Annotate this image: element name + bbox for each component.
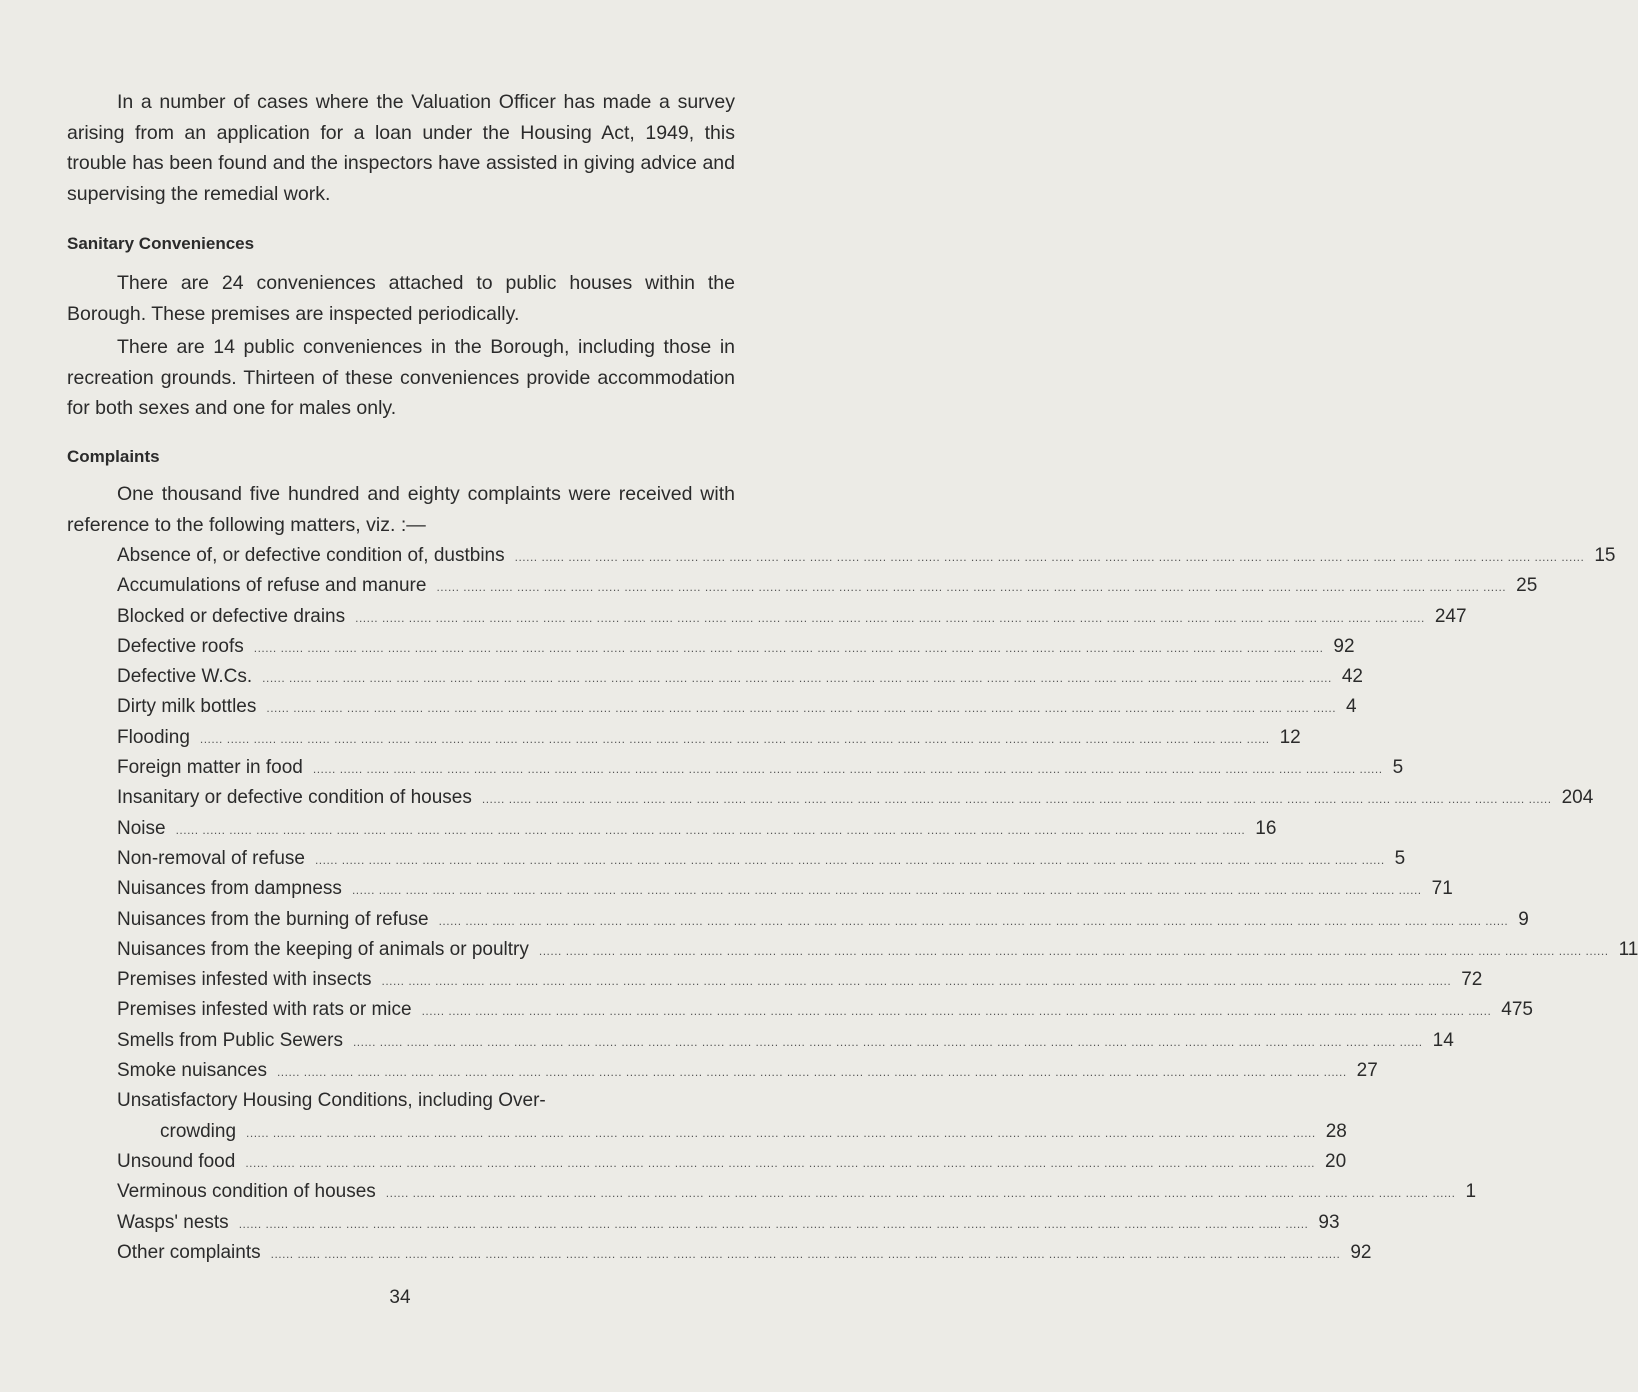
sanitary-heading: Sanitary Conveniences: [67, 234, 255, 253]
leader-dots: ...... ...... ...... ...... ...... ...... ...... ...... ...... ...... ...... ...... ...... ...... ...... ...... ...... ...... ...... ...... ...... ...... ...... ...... ...... ...... ...... ...... ...... ...... ...... ...... ...... ...... ...... ...... ...... ...... ...... ......: [175, 822, 1246, 837]
complaint-label: Nuisances from dampness: [117, 878, 342, 900]
complaint-row: [117, 692, 1357, 722]
complaint-count: 14: [1432, 1029, 1454, 1051]
complaint-count: 475: [1501, 999, 1533, 1021]
complaint-label: Dirty milk bottles: [117, 696, 257, 718]
sanitary-paragraph-1: There are 24 conveniences attached to public houses within the Borough. These premises are inspected periodically.: [67, 272, 735, 325]
complaint-row: [117, 995, 1533, 1025]
complaint-label: Premises infested with rats or mice: [117, 999, 412, 1021]
leader-dots: ...... ...... ...... ...... ...... ...... ...... ...... ...... ...... ...... ...... ...... ...... ...... ...... ...... ...... ...... ...... ...... ...... ...... ...... ...... ...... ...... ...... ...... ...... ...... ...... ...... ...... ...... ...... ...... ...... ...... ......: [355, 610, 1425, 625]
complaint-row: [117, 814, 1277, 844]
complaint-label: Verminous condition of houses: [117, 1181, 376, 1203]
leader-dots: ...... ...... ...... ...... ...... ...... ...... ...... ...... ...... ...... ...... ...... ...... ...... ...... ...... ...... ...... ...... ...... ...... ...... ...... ...... ...... ...... ...... ...... ...... ...... ...... ...... ...... ...... ...... ...... ...... ...... ......: [538, 943, 1609, 958]
complaint-row: [117, 1056, 1378, 1086]
complaint-row: [117, 783, 1594, 813]
complaint-row: [117, 541, 1616, 571]
complaints-heading: Complaints: [67, 447, 160, 466]
leader-dots: ...... ...... ...... ...... ...... ...... ...... ...... ...... ...... ...... ...... ...... ...... ...... ...... ...... ...... ...... ...... ...... ...... ...... ...... ...... ...... ...... ...... ...... ...... ...... ...... ...... ...... ...... ...... ...... ...... ...... ......: [312, 762, 1383, 777]
complaints-list: [117, 541, 1638, 1268]
complaint-count: 27: [1356, 1060, 1378, 1082]
complaint-count: 15: [1594, 545, 1616, 566]
leader-dots: ...... ...... ...... ...... ...... ...... ...... ...... ...... ...... ...... ...... ...... ...... ...... ...... ...... ...... ...... ...... ...... ...... ...... ...... ...... ...... ...... ...... ...... ...... ...... ...... ...... ...... ...... ...... ...... ...... ...... ......: [514, 550, 1585, 564]
leader-dots: ...... ...... ...... ...... ...... ...... ...... ...... ...... ...... ...... ...... ...... ...... ...... ...... ...... ...... ...... ...... ...... ...... ...... ...... ...... ...... ...... ...... ...... ...... ...... ...... ...... ...... ...... ...... ...... ...... ...... ......: [436, 580, 1507, 595]
leader-dots: ...... ...... ...... ...... ...... ...... ...... ...... ...... ...... ...... ...... ...... ...... ...... ...... ...... ...... ...... ...... ...... ...... ...... ...... ...... ...... ...... ...... ...... ...... ...... ...... ...... ...... ...... ...... ...... ...... ...... ......: [266, 701, 1337, 716]
complaint-count: 25: [1516, 575, 1538, 597]
complaint-row: [117, 965, 1483, 995]
complaint-label: Nuisances from the burning of refuse: [117, 908, 429, 930]
leader-dots: ...... ...... ...... ...... ...... ...... ...... ...... ...... ...... ...... ...... ...... ...... ...... ...... ...... ...... ...... ...... ...... ...... ...... ...... ...... ...... ...... ...... ...... ...... ...... ...... ...... ...... ...... ...... ...... ...... ...... ......: [253, 640, 1324, 655]
leader-dots: ...... ...... ...... ...... ...... ...... ...... ...... ...... ...... ...... ...... ...... ...... ...... ...... ...... ...... ...... ...... ...... ...... ...... ...... ...... ...... ...... ...... ...... ...... ...... ...... ...... ...... ...... ...... ...... ...... ...... ......: [351, 883, 1422, 898]
complaint-count: 12: [1279, 726, 1301, 748]
complaint-row: [117, 602, 1467, 632]
complaint-row: [117, 1238, 1372, 1268]
leader-dots: ...... ...... ...... ...... ...... ...... ...... ...... ...... ...... ...... ...... ...... ...... ...... ...... ...... ...... ...... ...... ...... ...... ...... ...... ...... ...... ...... ...... ...... ...... ...... ...... ...... ...... ...... ...... ...... ...... ...... ......: [270, 1246, 1341, 1261]
complaint-row: [117, 1026, 1454, 1056]
complaint-label: Unsound food: [117, 1150, 236, 1172]
complaint-label: Foreign matter in food: [117, 757, 303, 779]
complaint-label: Non-removal of refuse: [117, 847, 305, 869]
complaint-label: Absence of, or defective condition of, dustbins: [117, 545, 505, 566]
complaint-count: 247: [1434, 605, 1467, 627]
leader-dots: ...... ...... ...... ...... ...... ...... ...... ...... ...... ...... ...... ...... ...... ...... ...... ...... ...... ...... ...... ...... ...... ...... ...... ...... ...... ...... ...... ...... ...... ...... ...... ...... ...... ...... ...... ...... ...... ...... ...... ......: [481, 792, 1552, 807]
complaint-row: [117, 723, 1301, 753]
complaints-intro: One thousand five hundred and eighty complaints were received with reference to the following matters, viz. :—: [67, 483, 735, 536]
complaint-row: [117, 874, 1453, 904]
leader-dots: ...... ...... ...... ...... ...... ...... ...... ...... ...... ...... ...... ...... ...... ...... ...... ...... ...... ...... ...... ...... ...... ...... ...... ...... ...... ...... ...... ...... ...... ...... ...... ...... ...... ...... ...... ...... ...... ...... ...... ......: [438, 913, 1509, 928]
leader-dots: ...... ...... ...... ...... ...... ...... ...... ...... ...... ...... ...... ...... ...... ...... ...... ...... ...... ...... ...... ...... ...... ...... ...... ...... ...... ...... ...... ...... ...... ...... ...... ...... ...... ...... ...... ...... ...... ...... ...... ......: [262, 671, 1332, 686]
complaint-count: 4: [1346, 696, 1357, 718]
complaint-count: 20: [1325, 1150, 1347, 1172]
complaint-count: 5: [1394, 847, 1406, 869]
leader-dots: ...... ...... ...... ...... ...... ...... ...... ...... ...... ...... ...... ...... ...... ...... ...... ...... ...... ...... ...... ...... ...... ...... ...... ...... ...... ...... ...... ...... ...... ...... ...... ...... ...... ...... ...... ...... ...... ...... ...... ......: [314, 852, 1385, 867]
complaint-label: Smells from Public Sewers: [117, 1029, 343, 1051]
complaint-count: 93: [1318, 1211, 1340, 1233]
complaint-label: Defective W.Cs.: [117, 666, 253, 688]
complaint-row: [117, 1177, 1477, 1207]
sanitary-paragraph-2: There are 14 public conveniences in the Borough, including those in recreation grounds. Thirteen of these conveniences provide accommodation for both sexes and one for males only.: [67, 336, 735, 419]
complaint-label: Premises infested with insects: [117, 969, 372, 991]
complaint-count: 92: [1333, 635, 1355, 657]
leader-dots: ...... ...... ...... ...... ...... ...... ...... ...... ...... ...... ...... ...... ...... ...... ...... ...... ...... ...... ...... ...... ...... ...... ...... ...... ...... ...... ...... ...... ...... ...... ...... ...... ...... ...... ...... ...... ...... ...... ...... ......: [352, 1034, 1423, 1049]
complaint-label: Wasps' nests: [117, 1211, 229, 1233]
complaint-label: Nuisances from the keeping of animals or poultry: [117, 938, 529, 960]
complaint-row: [117, 935, 1638, 965]
complaint-count: 42: [1341, 666, 1363, 688]
complaint-label: Defective roofs: [117, 635, 244, 657]
leader-dots: ...... ...... ...... ...... ...... ...... ...... ...... ...... ...... ...... ...... ...... ...... ...... ...... ...... ...... ...... ...... ...... ...... ...... ...... ...... ...... ...... ...... ...... ...... ...... ...... ...... ...... ...... ...... ...... ...... ...... ......: [276, 1065, 1347, 1080]
complaint-label: Other complaints: [117, 1241, 261, 1263]
complaint-count: 72: [1461, 969, 1483, 991]
complaint-count: 9: [1518, 908, 1529, 930]
complaint-row: [117, 1147, 1347, 1177]
complaint-row: [117, 632, 1355, 662]
complaint-row: [117, 844, 1406, 874]
complaint-count: 92: [1350, 1241, 1372, 1263]
leader-dots: ...... ...... ...... ...... ...... ...... ...... ...... ...... ...... ...... ...... ...... ...... ...... ...... ...... ...... ...... ...... ...... ...... ...... ...... ...... ...... ...... ...... ...... ...... ...... ...... ...... ...... ...... ...... ...... ...... ...... ......: [421, 1004, 1492, 1019]
leader-dots: ...... ...... ...... ...... ...... ...... ...... ...... ...... ...... ...... ...... ...... ...... ...... ...... ...... ...... ...... ...... ...... ...... ...... ...... ...... ...... ...... ...... ...... ...... ...... ...... ...... ...... ...... ...... ...... ...... ...... ......: [381, 974, 1452, 989]
complaint-label: Smoke nuisances: [117, 1060, 267, 1082]
complaint-count: 204: [1561, 787, 1594, 809]
complaint-row: [117, 1208, 1340, 1238]
complaint-count: 1: [1465, 1181, 1477, 1203]
leader-dots: ...... ...... ...... ...... ...... ...... ...... ...... ...... ...... ...... ...... ...... ...... ...... ...... ...... ...... ...... ...... ...... ...... ...... ...... ...... ...... ...... ...... ...... ...... ...... ...... ...... ...... ...... ...... ...... ...... ...... ......: [199, 731, 1270, 746]
complaint-label: Unsatisfactory Housing Conditions, including Over-: [117, 1090, 546, 1112]
complaint-row: [117, 753, 1404, 783]
complaint-count: 16: [1255, 817, 1277, 839]
complaint-label-continued: crowding: [160, 1120, 237, 1142]
complaint-count: 11: [1618, 938, 1638, 960]
complaint-row: [117, 662, 1363, 692]
complaint-label: Insanitary or defective condition of houses: [117, 787, 472, 809]
complaint-row: [117, 571, 1538, 601]
complaint-row: [117, 905, 1529, 935]
complaint-count: 5: [1392, 757, 1404, 779]
complaint-label: Noise: [117, 817, 166, 839]
complaint-label: Flooding: [117, 726, 190, 748]
complaint-count: 71: [1431, 878, 1453, 900]
page-number: 34: [389, 1287, 411, 1308]
intro-paragraph: In a number of cases where the Valuation Officer has made a survey arising from an application for a loan under the Housing Act, 1949, this trouble has been found and the inspectors have assisted in giving advice and supervising the remedial work.: [67, 91, 735, 205]
leader-dots: ...... ...... ...... ...... ...... ...... ...... ...... ...... ...... ...... ...... ...... ...... ...... ...... ...... ...... ...... ...... ...... ...... ...... ...... ...... ...... ...... ...... ...... ...... ...... ...... ...... ...... ...... ...... ...... ...... ...... ......: [245, 1155, 1316, 1170]
leader-dots: ...... ...... ...... ...... ...... ...... ...... ...... ...... ...... ...... ...... ...... ...... ...... ...... ...... ...... ...... ...... ...... ...... ...... ...... ...... ...... ...... ...... ...... ...... ...... ...... ...... ...... ...... ...... ...... ...... ...... ......: [385, 1186, 1456, 1201]
leader-dots: ...... ...... ...... ...... ...... ...... ...... ...... ...... ...... ...... ...... ...... ...... ...... ...... ...... ...... ...... ...... ...... ...... ...... ...... ...... ...... ...... ...... ...... ...... ...... ...... ...... ...... ...... ...... ...... ...... ...... ......: [246, 1125, 1316, 1140]
complaint-count: 28: [1325, 1120, 1347, 1142]
complaint-row: [117, 1086, 1347, 1147]
complaint-label: Accumulations of refuse and manure: [117, 575, 427, 597]
leader-dots: ...... ...... ...... ...... ...... ...... ...... ...... ...... ...... ...... ...... ...... ...... ...... ...... ...... ...... ...... ...... ...... ...... ...... ...... ...... ...... ...... ...... ...... ...... ...... ...... ...... ...... ...... ...... ...... ...... ...... ......: [238, 1216, 1309, 1231]
complaint-label: Blocked or defective drains: [117, 605, 346, 627]
